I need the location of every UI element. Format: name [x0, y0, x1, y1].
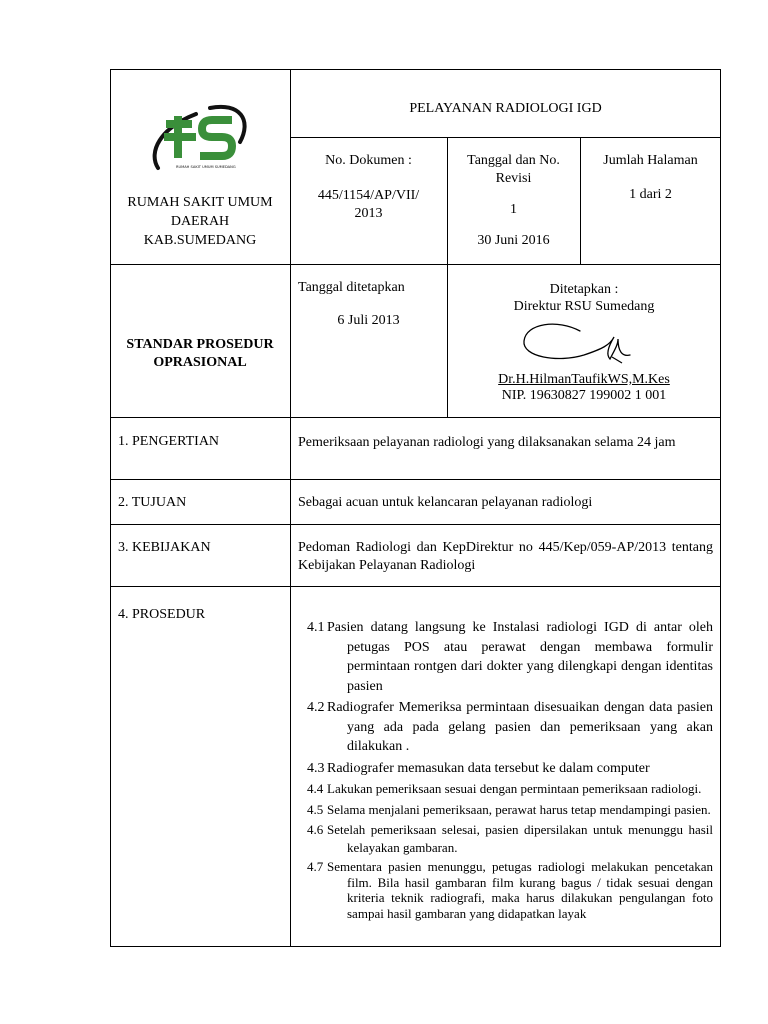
hospital-name-line-1: RUMAH SAKIT UMUM — [127, 195, 273, 210]
tujuan-row-divider — [110, 524, 721, 525]
tujuan-label: 2. TUJUAN — [118, 495, 187, 510]
prosedur-steps — [307, 618, 713, 924]
revision-label — [447, 152, 580, 188]
sop-row-divider — [110, 417, 721, 418]
sop-document — [110, 69, 721, 947]
sop-label — [110, 336, 290, 372]
step-number: 4.1 — [307, 620, 325, 635]
document-title: PELAYANAN RADIOLOGI IGD — [409, 101, 602, 116]
title-row-divider — [290, 137, 721, 138]
kebijakan-text: Pedoman Radiologi dan KepDirektur no 445/Kep/059-AP/2013 tentang Kebijakan Pelayanan Radiologi — [298, 540, 713, 573]
step-text: Radiografer Memeriksa permintaan disesuaikan dengan data pasien yang ada pada gelang pasien dan pemeriksaan yang akan dilakukan . — [327, 700, 713, 754]
step-number: 4.4 — [307, 781, 324, 796]
hospital-name-line-2: DAERAH — [170, 214, 230, 229]
kebijakan-row-divider — [110, 586, 721, 587]
doc-number-value-line-2: 2013 — [354, 206, 383, 221]
hospital-logo — [148, 102, 252, 180]
signer-nip: NIP. 19630827 199002 1 001 — [501, 388, 667, 403]
pages-label: Jumlah Halaman — [603, 153, 698, 168]
revision-label-line-1: Tanggal dan No. — [467, 153, 560, 168]
revision-label-line-2: Revisi — [495, 171, 532, 186]
sop-label-line-2: OPRASIONAL — [153, 355, 247, 370]
step-text: Radiografer memasukan data tersebut ke dalam computer — [327, 760, 650, 776]
established-label: Tanggal ditetapkan — [298, 280, 405, 295]
step-number: 4.5 — [307, 801, 324, 817]
doc-number-label: No. Dokumen : — [325, 153, 412, 168]
signer-name: Dr.H.HilmanTaufikWS,M.Kes — [498, 372, 670, 387]
doc-number-value-line-1: 445/1154/AP/VII/ — [317, 188, 420, 203]
tujuan-text: Sebagai acuan untuk kelancaran pelayanan radiologi — [298, 495, 593, 510]
prosedur-step — [307, 859, 713, 921]
step-number: 4.2 — [307, 700, 325, 715]
step-text: Selama menjalani pemeriksaan, perawat harus tetap mendampingi pasien. — [327, 801, 711, 817]
pengertian-row-divider — [110, 479, 721, 480]
logo-caption: RUMAH SAKIT UMUM SUMEDANG — [176, 165, 236, 169]
hospital-name — [110, 193, 290, 250]
pengertian-text: Pemeriksaan pelayanan radiologi yang dilaksanakan selama 24 jam — [298, 435, 676, 450]
revision-number: 1 — [510, 202, 517, 217]
prosedur-step — [307, 618, 713, 696]
signature — [518, 317, 636, 369]
step-text: Sementara pasien menunggu, petugas radiologi melakukan pencetakan film. Bila hasil gambaran film kurang bagus / tidak sesuai dengan kriteria teknik radiografi, maka harus dilakukan pengulangan foto sampai hasil gambaran yang didapatkan layak — [327, 859, 713, 921]
prosedur-step — [307, 801, 713, 819]
step-text: Lakukan pemeriksaan sesuai dengan permintaan pemeriksaan radiologi. — [327, 781, 702, 796]
kebijakan-label: 3. KEBIJAKAN — [118, 540, 211, 555]
established-by-label: Ditetapkan : — [549, 282, 619, 297]
step-number: 4.7 — [307, 859, 324, 874]
prosedur-step — [307, 821, 713, 856]
step-text: Pasien datang langsung ke Instalasi radiologi IGD di antar oleh petugas POS atau perawat dengan membawa formulir permintaan rontgen dari dokter yang dilengkapi dengan identitas pasien — [327, 620, 713, 694]
revision-date: 30 Juni 2016 — [477, 233, 550, 248]
pages-value: 1 dari 2 — [629, 187, 672, 202]
header-row-divider — [110, 264, 721, 265]
prosedur-step — [307, 759, 713, 779]
prosedur-label: 4. PROSEDUR — [118, 607, 206, 622]
pengertian-label: 1. PENGERTIAN — [118, 434, 220, 449]
step-number: 4.3 — [307, 760, 325, 776]
prosedur-step — [307, 780, 713, 798]
director-title: Direktur RSU Sumedang — [513, 299, 655, 314]
step-text: Setelah pemeriksaan selesai, pasien dipersilakan untuk menunggu hasil kelayakan gambaran. — [327, 822, 713, 855]
sop-label-line-1: STANDAR PROSEDUR — [126, 337, 274, 352]
established-date: 6 Juli 2013 — [337, 313, 400, 328]
step-number: 4.6 — [307, 822, 324, 837]
hospital-name-line-3: KAB.SUMEDANG — [143, 233, 257, 248]
doc-number-value — [290, 187, 447, 223]
prosedur-step — [307, 698, 713, 757]
